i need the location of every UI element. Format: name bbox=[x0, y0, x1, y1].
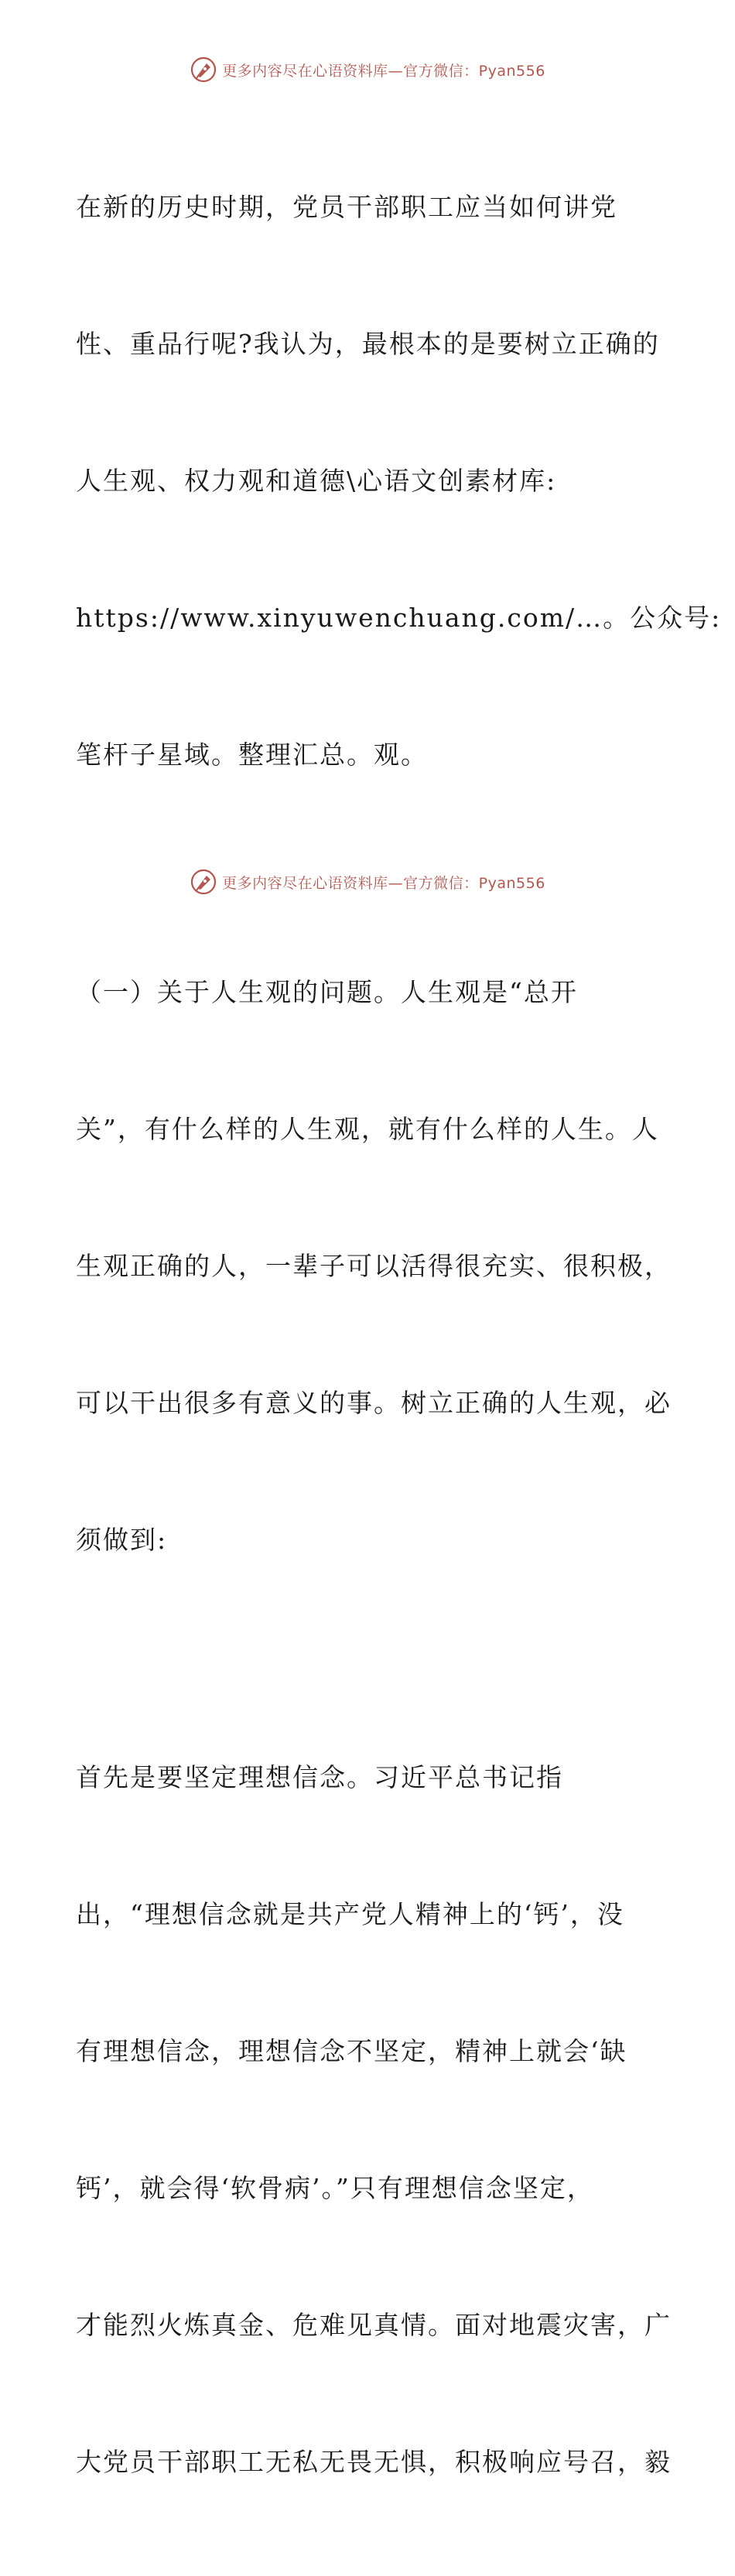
text-line: 须做到: bbox=[76, 1525, 168, 1555]
text-line: 出，“理想信念就是共产党人精神上的‘钙’，没 bbox=[76, 1899, 624, 1929]
pen-nib-logo-icon bbox=[190, 868, 217, 896]
text-line: 大党员干部职工无私无畏无惧，积极响应号召，毅 bbox=[76, 2447, 672, 2477]
paragraph-intro bbox=[76, 93, 722, 869]
text-line: 关”，有什么样的人生观，就有什么样的人生。人 bbox=[76, 1114, 659, 1144]
text-line: https://www.xinyuwenchuang.com/…。公众号: bbox=[76, 603, 722, 633]
text-line: 才能烈火炼真金、危难见真情。面对地震灾害，广 bbox=[76, 2310, 672, 2340]
text-line: 有理想信念，理想信念不坚定，精神上就会‘缺 bbox=[76, 2036, 627, 2066]
text-line: 在新的历史时期，党员干部职工应当如何讲党 bbox=[76, 192, 617, 222]
text-line: 笔杆子星域。整理汇总。观。 bbox=[76, 740, 428, 770]
text-line: 人生观、权力观和道德\心语文创素材库: bbox=[76, 466, 557, 496]
footer-banner bbox=[0, 865, 735, 899]
footer-banner-text: 更多内容尽在心语资料库—官方微信：Pyan556 bbox=[222, 874, 545, 892]
pen-nib-logo-icon bbox=[190, 56, 217, 84]
text-line: 首先是要坚定理想信念。习近平总书记指 bbox=[76, 1762, 563, 1792]
text-line: 性、重品行呢?我认为，最根本的是要树立正确的 bbox=[76, 329, 660, 359]
text-line: 可以干出很多有意义的事。树立正确的人生观，必 bbox=[76, 1388, 672, 1418]
text-line: 生观正确的人，一辈子可以活得很充实、很积极， bbox=[76, 1251, 672, 1281]
document-body bbox=[76, 93, 722, 2576]
paragraph-outlook-on-life bbox=[76, 878, 672, 1654]
paragraph-ideals-and-beliefs bbox=[76, 1663, 672, 2576]
header-banner-text: 更多内容尽在心语资料库—官方微信：Pyan556 bbox=[222, 62, 545, 80]
text-line: （一）关于人生观的问题。人生观是“总开 bbox=[76, 977, 578, 1007]
header-banner bbox=[0, 53, 735, 87]
text-line: 钙’，就会得‘软骨病’。”只有理想信念坚定， bbox=[76, 2173, 594, 2203]
